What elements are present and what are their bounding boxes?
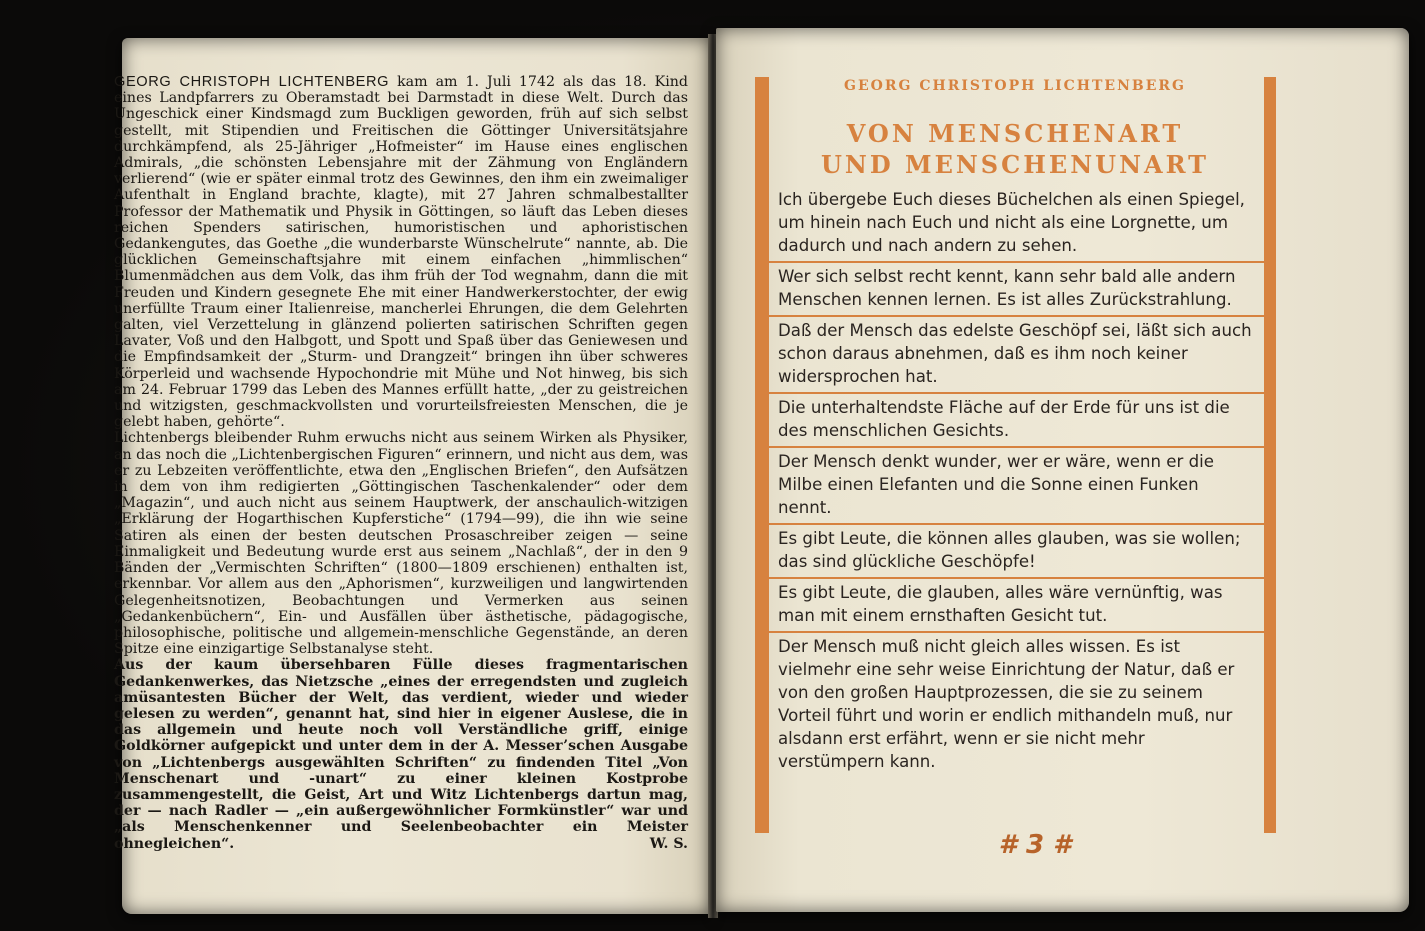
bio-paragraph-3-text: Aus der kaum übersehbaren Fülle dieses fragmentarischen Gedankenwerkes, das Nietzsche „eines der erregendsten und zugleich amüsantesten Bücher der Welt, das verdient, wieder und wieder gelesen zu werden“, genannt hat, sind hier in eigener Auslese, die in das allgemein und heute noch voll Verständliche griff, einige Goldkörner aufgepickt und unter dem in der A. Messer’schen Ausgabe von „Lichtenbergs ausgewählten Schriften“ zu findenden Titel „Von Menschenart und -unart“ zu einer kleinen Kostprobe zusammengestellt, die Geist, Art und Witz Lichtenbergs dartun mag, der — nach Radler — „ein außergewöhnlicher Formkünstler“ war und „als Menschenkenner und Seelenbeobachter ein Meister ohnegleichen“. <box>114 657 688 852</box>
aphorism-list <box>769 186 1264 777</box>
aphorism: Wer sich selbst recht kennt, kann sehr bald alle andern Menschen kennen lernen. Es ist alles Zurückstrahlung. <box>769 263 1264 317</box>
aphorism: Es gibt Leute, die glauben, alles wäre vernünftig, was man mit einem ernsthaften Gesicht tut. <box>769 579 1264 633</box>
bio-paragraph-1-rest: kam am 1. Juli 1742 als das 18. Kind eines Landpfarrers zu Oberamstadt bei Darmstadt in diese Welt. Durch das Ungeschick einer Kindsmagd zum Buckligen geworden, früh auf sich selbst gestellt, mit Stipendien und Freitischen die Göttinger Universitätsjahre durchkämpfend, als 25-Jähriger „Hofmeister“ im Hause eines englischen Admirals, „die schönsten Lebensjahre mit der Zähmung von Engländern verlierend“ (wie er später einmal trotz des Gewinnes, den ihm ein zweimaliger Aufenthalt in England brachte, klagte), mit 27 Jahren schmalbestallter Professor der Mathematik und Physik in Göttingen, so läuft das Leben dieses reichen Spenders satirischen, humoristischen und aphoristischen Gedankengutes, das Goethe „die wunderbarste Wünschelrute“ nannte, ab. Die glücklichen Gemeinschaftsjahre mit einem einfachen „himmlischen“ Blumenmädchen aus dem Volk, das ihm früh der Tod wegnahm, dann die mit Freuden und Kindern gesegnete Ehe mit einer Handwerkerstochter, der ewig unerfüllte Traum einer Italienreise, mancherlei Ehrungen, die dem Gelehrten galten, viel Verzettelung in glänzend polierten satirischen Schriften gegen Lavater, Voß und den Halbgott, und Spott und Spaß über das Geniewesen und die Empfindsamkeit der „Sturm- und Drangzeit“ bringen ihn über schweres Körperleid und wachsende Hypochondrie mit Mühe und Not hinweg, bis sich am 24. Februar 1799 das Leben des Mannes erfüllt hatte, „der zu geistreichen und witzigsten, geschmackvollsten und vorurteilsfreiesten Menschen, die je gelebt haben, gehörte“. <box>114 74 688 431</box>
bio-paragraph-1 <box>114 74 688 430</box>
aphorism: Es gibt Leute, die können alles glauben, was sie wollen; das sind glückliche Geschöpfe! <box>769 525 1264 579</box>
bio-paragraph-3 <box>114 657 688 851</box>
page-number: # 3 # <box>998 830 1072 860</box>
bio-name: GEORG CHRISTOPH LICHTENBERG <box>114 74 390 90</box>
title-line-2: UND MENSCHENUNART <box>820 150 1210 179</box>
right-author: GEORG CHRISTOPH LICHTENBERG <box>844 78 1186 94</box>
signature: W. S. <box>649 835 688 852</box>
aphorism: Der Mensch denkt wunder, wer er wäre, wenn er die Milbe einen Elefanten und die Sonne einen Funken nennt. <box>769 448 1264 525</box>
biography-text <box>114 74 688 852</box>
orange-frame-right <box>1264 77 1276 833</box>
aphorism: Ich übergebe Euch dieses Büchelchen als einen Spiegel, um hinein nach Euch und nicht als eine Lorgnette, um dadurch und nach andern zu sehen. <box>769 186 1264 263</box>
aphorism: Der Mensch muß nicht gleich alles wissen. Es ist vielmehr eine sehr weise Einrichtung der Natur, daß er von den großen Hauptprozessen, die sie zu seinem Vorteil führt und worin er endlich mithandeln muß, nur alsdann erst erfährt, wenn er sie nicht mehr verstümpern kann. <box>778 637 1235 771</box>
title-line-1: VON MENSCHENART <box>846 119 1184 148</box>
orange-frame-left <box>755 77 769 833</box>
right-title <box>770 118 1260 180</box>
aphorism: Die unterhaltendste Fläche auf der Erde für uns ist die des menschlichen Gesichts. <box>769 394 1264 448</box>
aphorism: Daß der Mensch das edelste Geschöpf sei, läßt sich auch schon daraus abnehmen, daß es ihm noch keiner widersprochen hat. <box>769 317 1264 394</box>
bio-paragraph-2: Lichtenbergs bleibender Ruhm erwuchs nicht aus seinem Wirken als Physiker, an das noch die „Lichtenbergischen Figuren“ erinnern, und nicht aus dem, was er zu Lebzeiten veröffentlichte, etwa den „Englischen Briefen“, den Aufsätzen in dem von ihm redigierten „Göttingischen Taschenkalender“ oder dem „Magazin“, und auch nicht aus seinem Hauptwerk, der anschaulich-witzigen „Erklärung der Hogarthischen Kupferstiche“ (1794—99), die ihn wie seine Satiren als einen der besten deutschen Prosaschreiber zeigen — seine Einmaligkeit und Bedeutung wurde erst aus seinem „Nachlaß“, der in den 9 Bänden der „Vermischten Schriften“ (1800—1809 erschienen) enthalten ist, erkennbar. Vor allem aus den „Aphorismen“, kurzweiligen und langwirtenden Gelegenheitsnotizen, Beobachtungen und Vermerken aus seinen „Gedankenbüchern“, Ein- und Ausfällen über ästhetische, pädagogische, philosophische, politische und allgemein-menschliche Gegenstände, an deren Spitze eine einzigartige Selbstanalyse steht. <box>114 430 688 658</box>
